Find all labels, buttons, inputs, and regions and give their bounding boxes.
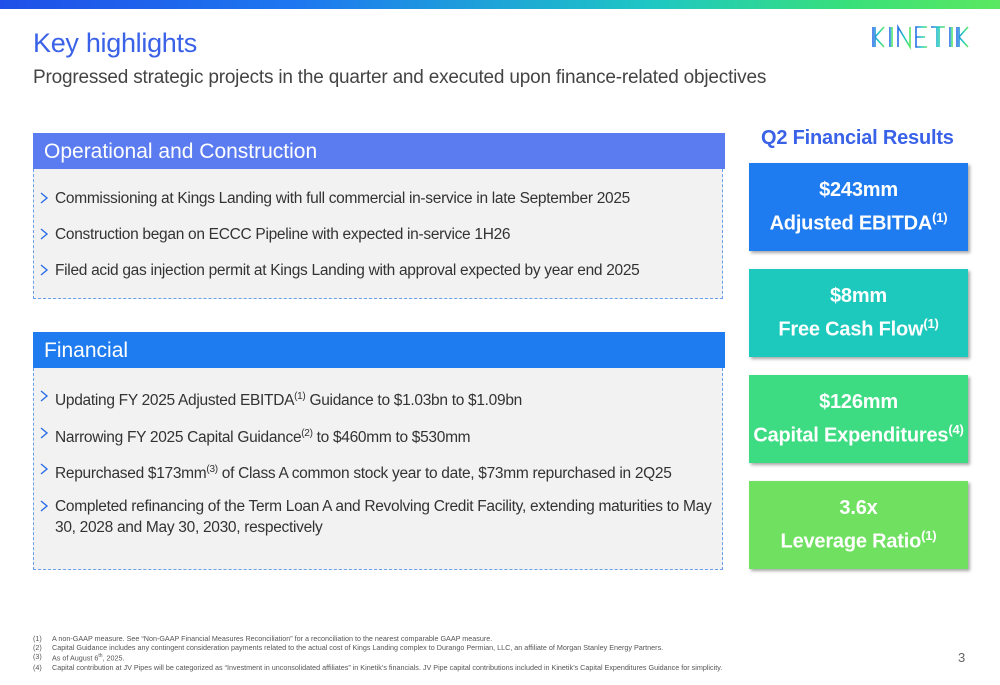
chevron-right-icon bbox=[37, 462, 51, 476]
footnote-ref: (1) bbox=[932, 209, 948, 225]
bullet-text: Guidance to $1.03bn to $1.09bn bbox=[305, 392, 522, 410]
bullet-text: Commissioning at Kings Landing with full commercial in-service in late September 2025 bbox=[55, 190, 630, 207]
bullet-text: Repurchased $173mm bbox=[55, 465, 207, 483]
footnote-ref: (1) bbox=[923, 315, 939, 331]
footnote-ref: (1) bbox=[294, 391, 306, 402]
footnote-number: (1) bbox=[33, 634, 42, 643]
financial-bullet bbox=[55, 459, 672, 484]
footnote-text: As of August 6 bbox=[52, 653, 99, 663]
metric-label: Leverage Ratio bbox=[780, 530, 922, 553]
top-gradient-bar bbox=[0, 0, 1000, 9]
footnote-ref: (2) bbox=[301, 428, 313, 439]
metric-value: $126mm bbox=[819, 390, 898, 413]
metric-card-capital-expenditures bbox=[749, 375, 968, 463]
bullet-text: Updating FY 2025 Adjusted EBITDA bbox=[55, 392, 295, 410]
financial-bullet bbox=[55, 423, 470, 448]
metric-value: $243mm bbox=[819, 178, 898, 201]
page-title: Key highlights bbox=[33, 28, 197, 58]
kinetik-logo bbox=[870, 24, 970, 50]
chevron-right-icon bbox=[37, 426, 51, 440]
footnote-sup: th bbox=[98, 653, 103, 660]
footnote-ref: (3) bbox=[206, 464, 218, 475]
financial-bullet bbox=[55, 386, 522, 411]
footnote-number: (3) bbox=[33, 652, 42, 662]
operational-bullet bbox=[55, 260, 640, 281]
metric-label: Free Cash Flow bbox=[778, 318, 924, 341]
financial-section-panel bbox=[33, 368, 723, 570]
operational-section-panel bbox=[33, 169, 723, 299]
footnote bbox=[33, 643, 722, 652]
chevron-right-icon bbox=[37, 191, 51, 205]
bullet-text-line: Completed refinancing of the Term Loan A and Revolving Credit Facility, extending maturities to May bbox=[55, 498, 712, 515]
footnote-number: (4) bbox=[33, 663, 42, 672]
footnote-text: Capital Guidance includes any contingent consideration payments related to the actual cost of Kings Landing complex to Durango Permian, LLC, an affiliate of Morgan Stanley Energy Partners. bbox=[52, 643, 664, 653]
metric-card-adjusted-ebitda bbox=[749, 163, 968, 251]
bullet-text: Construction began on ECCC Pipeline with expected in-service 1H26 bbox=[55, 226, 511, 243]
metric-label: Adjusted EBITDA bbox=[769, 212, 933, 235]
page-number: 3 bbox=[958, 650, 966, 665]
results-title: Q2 Financial Results bbox=[761, 127, 954, 149]
operational-section-header: Operational and Construction bbox=[33, 133, 725, 169]
operational-bullet bbox=[55, 188, 630, 209]
bullet-text: of Class A common stock year to date, $73mm repurchased in 2Q25 bbox=[217, 465, 672, 483]
footnote bbox=[33, 652, 722, 663]
metric-card-leverage-ratio bbox=[749, 481, 968, 569]
chevron-right-icon bbox=[37, 499, 51, 513]
footnote-number: (2) bbox=[33, 643, 42, 653]
page-subtitle: Progressed strategic projects in the quarter and executed upon finance-related objectives bbox=[33, 67, 767, 88]
footnote bbox=[33, 634, 722, 643]
chevron-right-icon bbox=[37, 227, 51, 241]
metric-label: Capital Expenditures bbox=[753, 424, 949, 447]
footnote-ref: (1) bbox=[921, 527, 937, 543]
footnote bbox=[33, 663, 722, 672]
metric-card-free-cash-flow bbox=[749, 269, 968, 357]
bullet-text: to $460mm to $530mm bbox=[312, 429, 471, 447]
financial-bullet bbox=[55, 496, 710, 538]
metric-value: 3.6x bbox=[839, 496, 878, 519]
footnote-ref: (4) bbox=[948, 421, 964, 437]
metric-value: $8mm bbox=[829, 284, 887, 307]
bullet-text: Narrowing FY 2025 Capital Guidance bbox=[55, 429, 302, 447]
chevron-right-icon bbox=[37, 263, 51, 277]
footnotes bbox=[33, 634, 722, 672]
footnote-text: Capital contribution at JV Pipes will be categorized as “Investment in unconsolidated affiliates” in Kinetik’s financials. JV Pipe capital contributions included in Kinetik’s Capital Expenditures Guidance for simplicity. bbox=[52, 663, 723, 672]
operational-bullet bbox=[55, 224, 510, 245]
chevron-right-icon bbox=[37, 389, 51, 403]
bullet-text-line: 30, 2028 and May 30, 2030, respectively bbox=[55, 519, 323, 536]
financial-section-header: Financial bbox=[33, 332, 725, 368]
footnote-text: A non-GAAP measure. See “Non-GAAP Financial Measures Reconciliation” for a reconciliation to the nearest comparable GAAP measure. bbox=[52, 634, 493, 643]
footnote-text: , 2025. bbox=[102, 653, 125, 663]
bullet-text: Filed acid gas injection permit at Kings Landing with approval expected by year end 2025 bbox=[55, 262, 640, 279]
